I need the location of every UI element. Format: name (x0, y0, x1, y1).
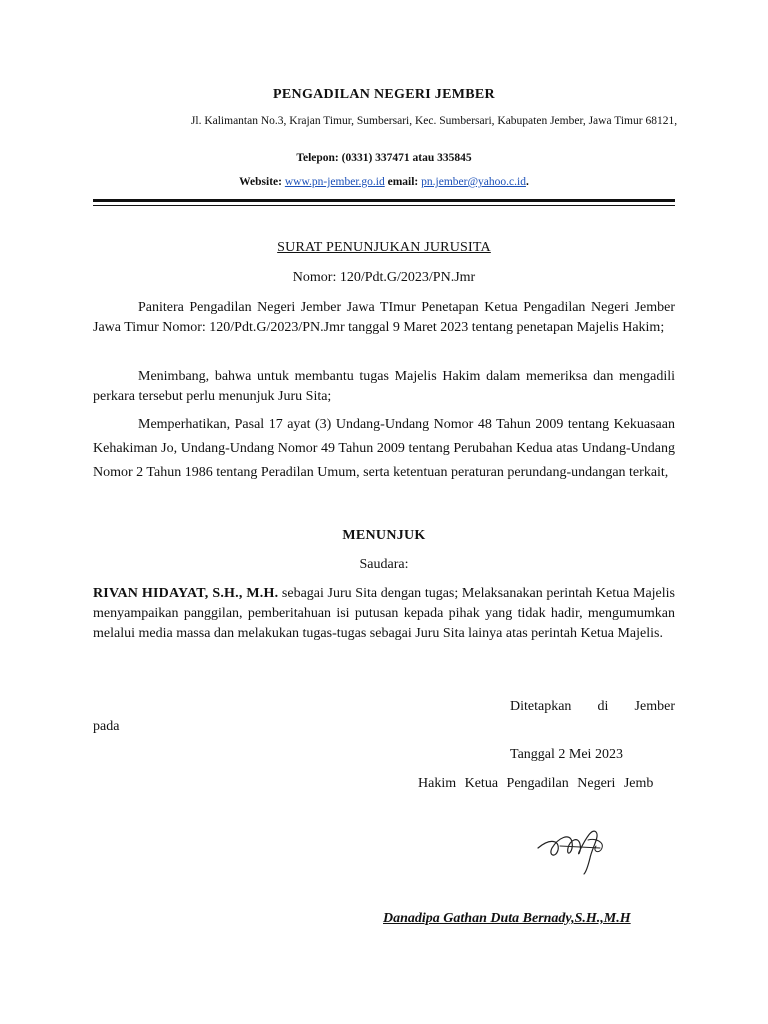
email-link[interactable]: pn.jember@yahoo.c.id (421, 176, 526, 188)
header-divider-thick (93, 199, 675, 202)
email-label: email: (384, 176, 422, 188)
document-number: Nomor: 120/Pdt.G/2023/PN.Jmr (292, 270, 476, 285)
document-title: SURAT PENUNJUKAN JURUSITA (277, 240, 491, 255)
stipulated-on: pada (93, 719, 120, 734)
salutation: Saudara: (359, 557, 409, 572)
paragraph-menimbang: Menimbang, bahwa untuk membantu tugas Majelis Hakim dalam memeriksa dan mengadili perkara tersebut perlu menunjuk Juru Sita; (93, 369, 675, 404)
website-label: Website: (239, 176, 285, 188)
signer-position: Hakim Ketua Pengadilan Negeri Jemb (418, 776, 654, 791)
stipulated-at: Ditetapkan di Jember (510, 699, 675, 714)
stipulation-date: Tanggal 2 Mei 2023 (510, 747, 623, 762)
court-phone: Telepon: (0331) 337471 atau 335845 (296, 152, 472, 164)
paragraph-panitera: Panitera Pengadilan Negeri Jember Jawa TImur Penetapan Ketua Pengadilan Negeri Jember Jawa Timur Nomor: 120/Pdt.G/2023/PN.Jmr tanggal 9 Maret 2023 tentang penetapan Majelis Hakim; (93, 300, 675, 335)
signature-icon (530, 818, 620, 876)
court-name: PENGADILAN NEGERI JEMBER (273, 87, 495, 102)
court-address: Jl. Kalimantan No.3, Krajan Timur, Sumbersari, Kec. Sumbersari, Kabupaten Jember, Jawa Timur 68121, (190, 115, 678, 127)
paragraph-memperhatikan: Memperhatikan, Pasal 17 ayat (3) Undang-Undang Nomor 48 Tahun 2009 tentang Kekuasaan Kehakiman Jo, Undang-Undang Nomor 49 Tahun 2009 tentang Perubahan Kedua atas Undang-Undang Nomor 2 Tahun 1986 tentang Peradilan Umum, serta ketentuan peraturan perundang-undangan terkait, (93, 417, 675, 480)
appoint-heading: MENUNJUK (342, 528, 426, 543)
appointee-duties: sebagai Juru Sita dengan tugas; Melaksanakan perintah Ketua Majelis menyampaikan panggilan, pemberitahuan isi putusan kepada pihak yang tidak hadir, mengumumkan melalui media massa dan melakukan tugas-tugas sebagai Juru Sita lainya atas perintah Ketua Majelis. (93, 586, 675, 641)
paragraph-appointee (93, 584, 675, 644)
header-divider-thin (93, 205, 675, 206)
contact-line (93, 176, 675, 188)
website-link[interactable]: www.pn-jember.go.id (284, 176, 385, 188)
email-suffix: . (525, 176, 529, 188)
signer-name: Danadipa Gathan Duta Bernady,S.H.,M.H (383, 911, 631, 926)
appointee-name: RIVAN HIDAYAT, S.H., M.H. (93, 586, 279, 601)
